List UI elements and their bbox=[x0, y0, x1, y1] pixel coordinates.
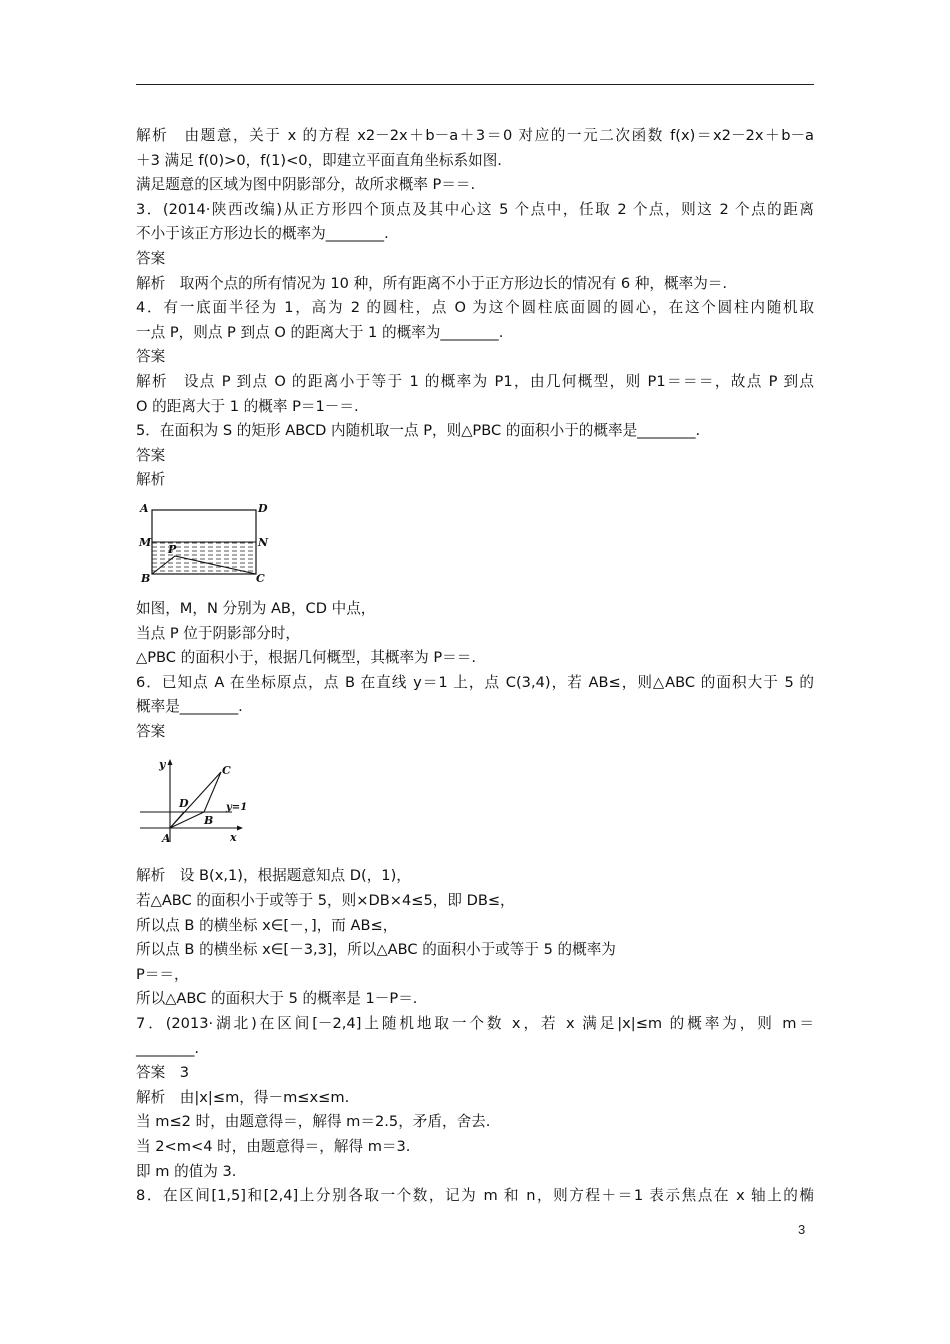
label-p: P bbox=[168, 542, 177, 556]
answer-label: 答案 bbox=[136, 722, 166, 740]
solution-label: 解析 bbox=[136, 471, 166, 489]
solution-line: 当 2<m<4 时，由题意得＝，解得 m＝3. bbox=[136, 1138, 411, 1155]
y-axis-arrow bbox=[168, 759, 173, 765]
label-d: D bbox=[179, 797, 189, 811]
problem-6-line: 概率是________. bbox=[136, 698, 243, 716]
problem-5-line: 5．在面积为 S 的矩形 ABCD 内随机取一点 P，则△PBC 的面积小于的概率是________. bbox=[136, 422, 701, 440]
solution-line: 若△ABC 的面积小于或等于 5，则×DB×4≤5，即 DB≤， bbox=[136, 892, 515, 910]
text-line: 当点 P 位于阴影部分时， bbox=[136, 624, 301, 642]
header-rule bbox=[136, 84, 814, 85]
problem-3-line: 3．(2014·陕西改编)从正方形四个顶点及其中心这 5 个点中，任取 2 个点，则这 2 个点的距离 bbox=[136, 200, 814, 218]
solution-line: 解析 取两个点的所有情况为 10 种，所有距离不小于正方形边长的情况有 6 种，概率为＝. bbox=[136, 274, 728, 292]
x-axis-arrow bbox=[237, 826, 243, 831]
problem-4-line: 4．有一底面半径为 1，高为 2 的圆柱，点 O 为这个圆柱底面圆的圆心，在这个圆柱内随机取 bbox=[136, 299, 814, 317]
problem-4-line: 一点 P，则点 P 到点 O 的距离大于 1 的概率为________. bbox=[136, 323, 504, 341]
solution-line: 解析 设 B(x,1)，根据题意知点 D(，1)， bbox=[136, 867, 411, 885]
label-m: M bbox=[139, 535, 152, 549]
rectangle-figure bbox=[136, 501, 272, 583]
text-line: 如图，M，N 分别为 AB，CD 中点， bbox=[136, 599, 376, 617]
text-line: ＋3 满足 f(0)>0，f(1)<0，即建立平面直角坐标系如图. bbox=[136, 151, 502, 169]
problem-6-line: 6．已知点 A 在坐标原点，点 B 在直线 y＝1 上，点 C(3,4)，若 AB≤，则△ABC 的面积大于 5 的 bbox=[136, 673, 814, 691]
label-y-equals-1: y=1 bbox=[226, 802, 248, 814]
label-d: D bbox=[258, 501, 268, 515]
page-number: 3 bbox=[798, 1222, 806, 1237]
solution-line: 所以△ABC 的面积大于 5 的概率是 1－P＝. bbox=[136, 990, 418, 1008]
solution-line: 解析 设点 P 到点 O 的距离小于等于 1 的概率为 P1，由几何概型，则 P1＝＝＝，故点 P 到点 bbox=[136, 372, 814, 390]
label-n: N bbox=[258, 535, 269, 549]
answer-label: 答案 bbox=[136, 446, 166, 464]
label-c: C bbox=[256, 571, 265, 583]
solution-line: 即 m 的值为 3. bbox=[136, 1162, 237, 1180]
label-a: A bbox=[140, 501, 149, 515]
label-b: B bbox=[141, 571, 151, 583]
label-a: A bbox=[162, 832, 171, 846]
text-line: 满足题意的区域为图中阴影部分，故所求概率 P＝＝. bbox=[136, 176, 476, 194]
label-c: C bbox=[222, 764, 231, 778]
problem-3-line: 不小于该正方形边长的概率为________. bbox=[136, 225, 389, 243]
text-line: △PBC 的面积小于，根据几何概型，其概率为 P＝＝. bbox=[136, 649, 476, 667]
label-b: B bbox=[204, 814, 214, 828]
segment-ad bbox=[170, 812, 184, 828]
problem-7-line: ________. bbox=[136, 1039, 200, 1057]
label-x: x bbox=[230, 831, 237, 845]
solution-line: 所以点 B 的横坐标 x∈[－，]，而 AB≤， bbox=[136, 916, 398, 934]
label-y: y bbox=[159, 758, 166, 772]
solution-line: O 的距离大于 1 的概率 P＝1－＝. bbox=[136, 397, 359, 415]
solution-line: 当 m≤2 时，由题意得＝，解得 m＝2.5，矛盾，舍去. bbox=[136, 1113, 491, 1131]
problem-8-line: 8．在区间[1,5]和[2,4]上分别各取一个数，记为 m 和 n，则方程＋＝1 表示焦点在 x 轴上的椭 bbox=[136, 1187, 814, 1205]
answer-label: 答案 3 bbox=[136, 1064, 190, 1082]
document-body bbox=[136, 124, 814, 1209]
problem-7-line: 7．(2013·湖北)在区间[－2,4]上随机地取一个数 x，若 x 满足|x|≤m 的概率为，则 m＝ bbox=[136, 1015, 814, 1033]
solution-line: P＝＝， bbox=[136, 965, 189, 983]
solution-line: 所以点 B 的横坐标 x∈[－3,3]，所以△ABC 的面积小于或等于 5 的概率为 bbox=[136, 941, 616, 959]
solution-line: 解析 由|x|≤m，得－m≤x≤m. bbox=[136, 1088, 350, 1106]
answer-label: 答案 bbox=[136, 348, 166, 366]
text-line: 解析 由题意，关于 x 的方程 x2－2x＋b－a＋3＝0 对应的一元二次函数 f(x)＝x2－2x＋b－a bbox=[136, 127, 814, 144]
answer-label: 答案 bbox=[136, 249, 166, 267]
coordinate-figure bbox=[136, 756, 252, 846]
